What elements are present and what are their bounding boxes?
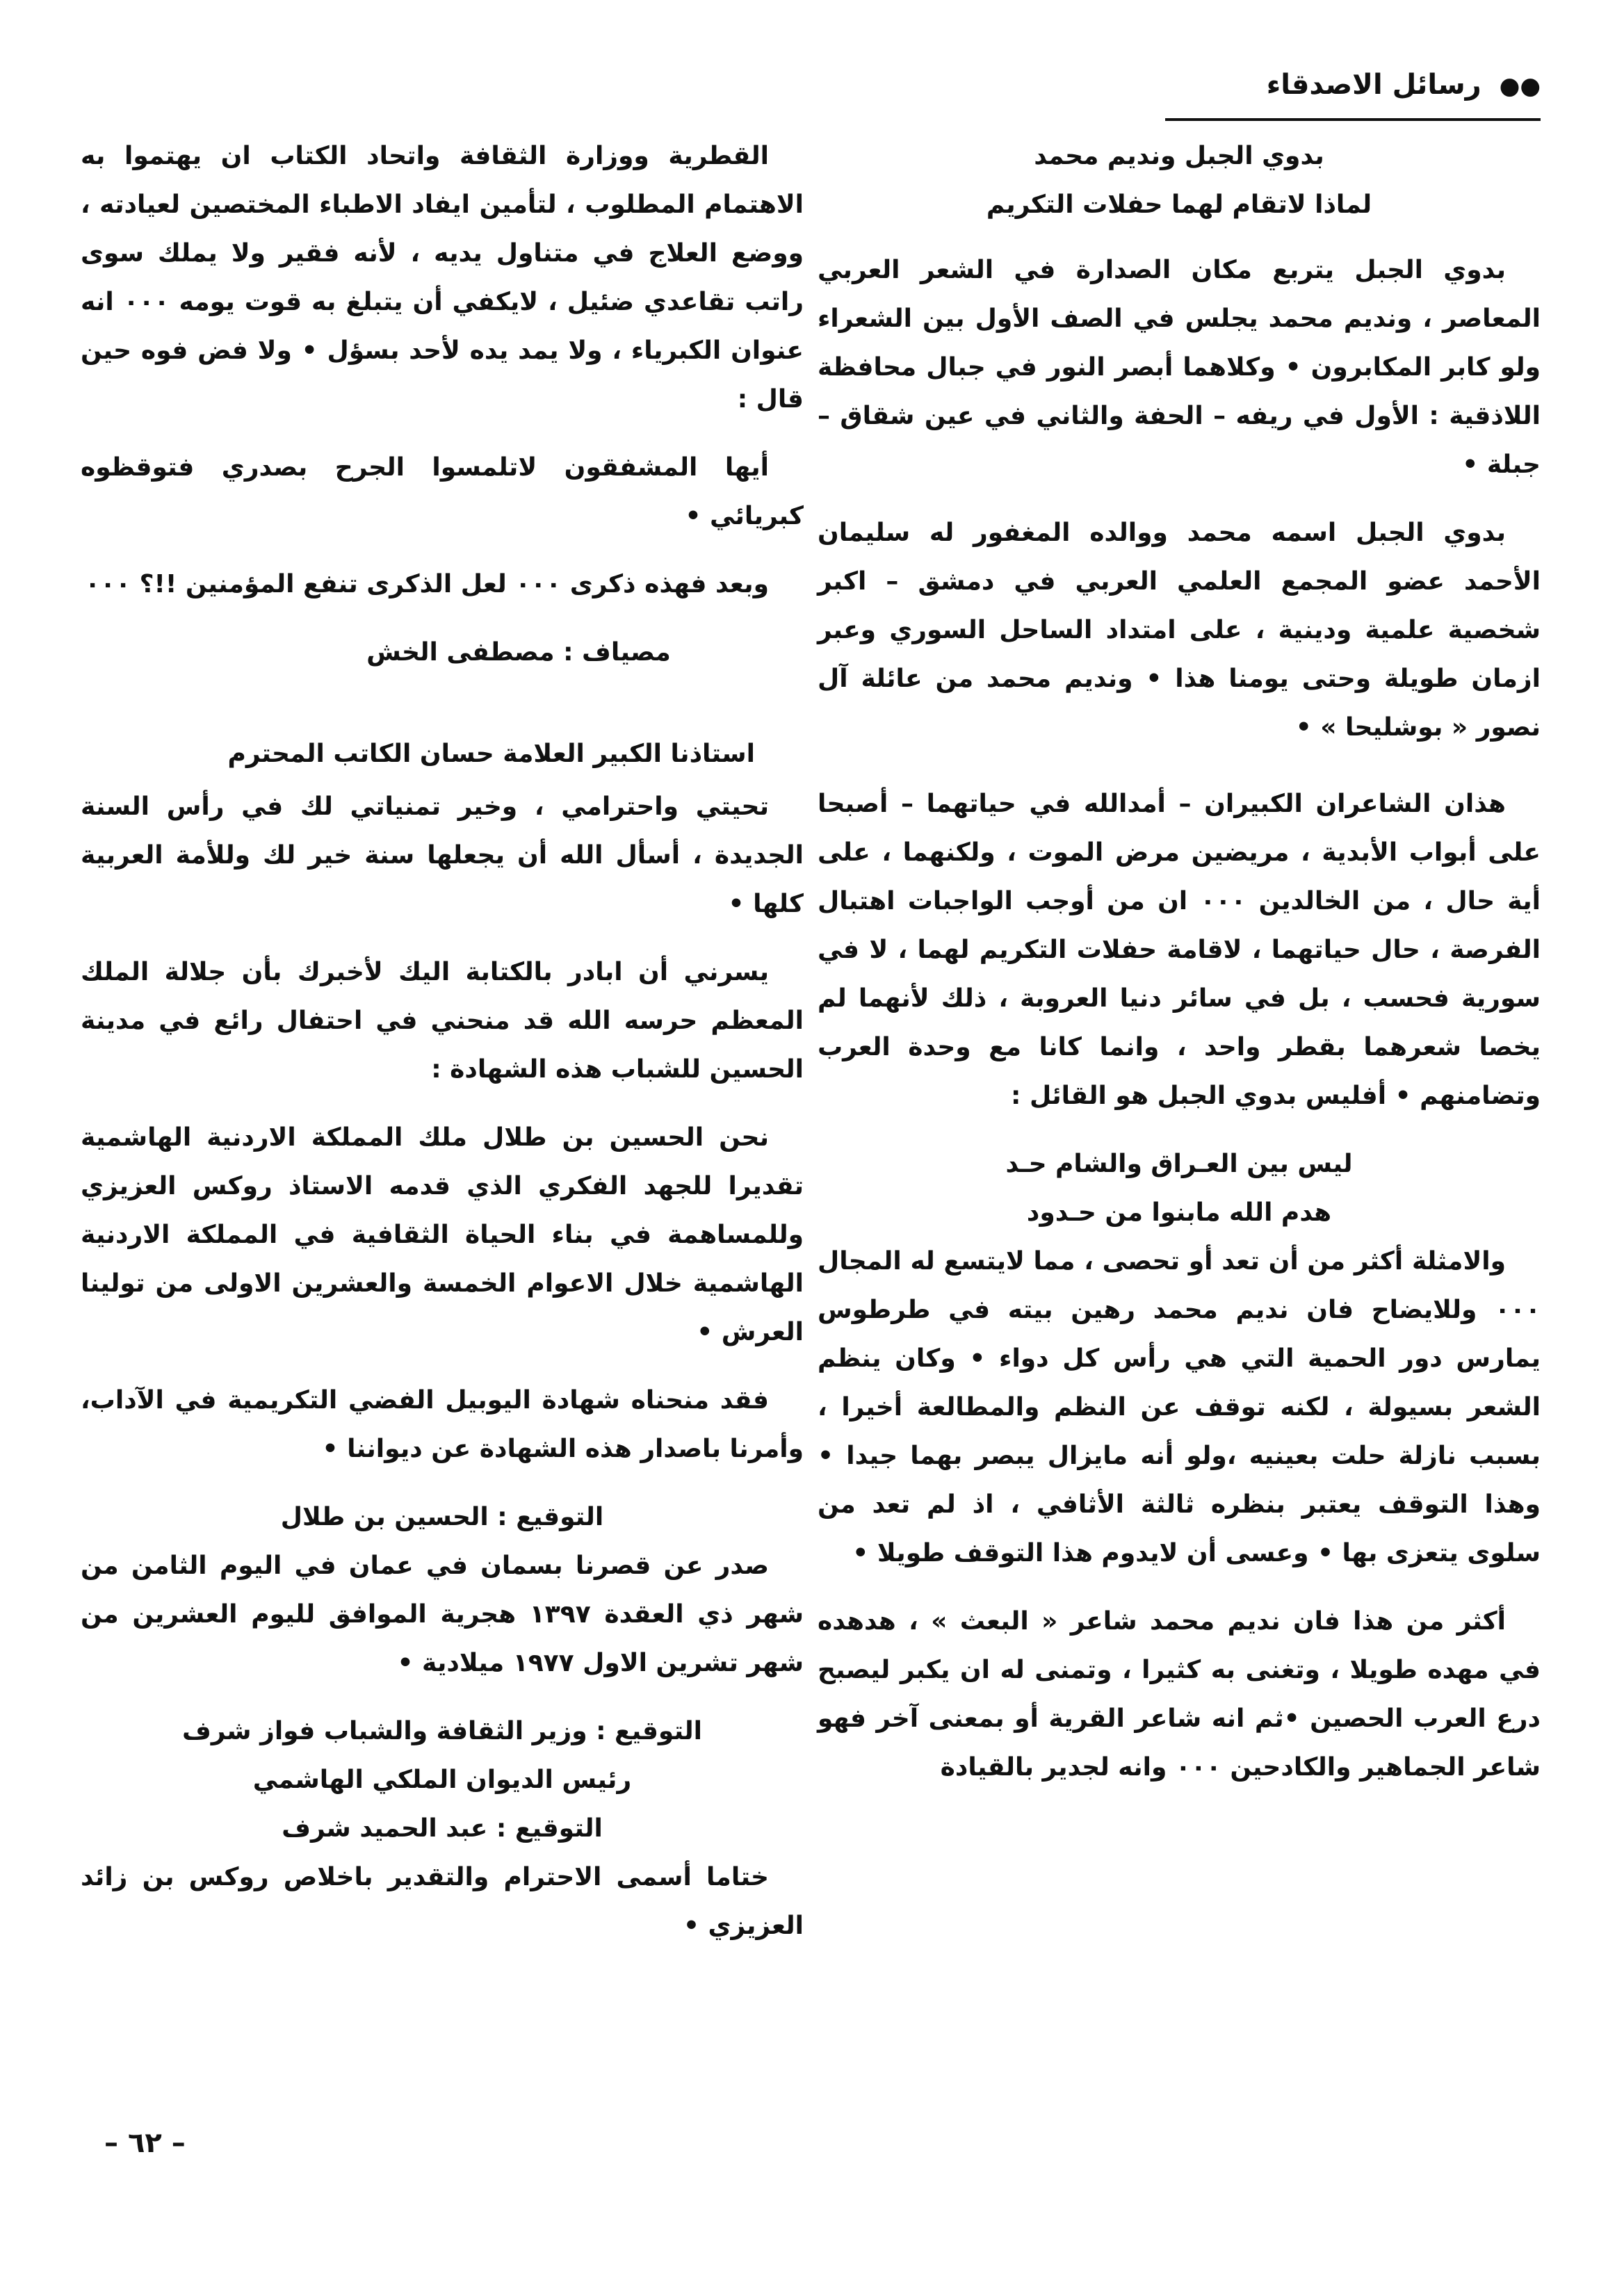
article-title-line1: بدوي الجبل وندیم محمد	[1034, 142, 1324, 170]
article-paragraph: أكثر من هذا فان نديم محمد شاعر « البعث » ، هدهده في مهده طويلا ، وتغنى به كثيرا ، وتمنى له ان يكبر ليصبح درع العرب الحصين •ثم انه شاعر القرية أو بمعنى آخر فهو شاعر الجماهير والكادحين ٠٠٠ وانه لجدير بالقيادة	[818, 1607, 1541, 1782]
article-paragraph: تحيتي واحترامي ، وخير تمنياتي لك في رأس السنة الجديدة ، أسأل الله أن يجعلها سنة خير لك وللأمة العربية كلها •	[81, 792, 804, 918]
certificate-signature: التوقيع : الحسين بن طلال	[280, 1503, 604, 1531]
right-column	[818, 132, 1541, 1811]
header-rule	[1165, 118, 1541, 121]
section-header	[1249, 64, 1541, 107]
letter-signature: مصياف : مصطفى الخش	[366, 638, 671, 667]
royal-court-signature: التوقيع : عبد الحميد شرف	[282, 1814, 603, 1843]
certificate-text: صدر عن قصرنا بسمان في عمان في اليوم الثامن من شهر ذي العقدة ١٣٩٧ هجرية الموافق لليوم العشرين من شهر تشرين الاول ١٩٧٧ ميلادية •	[81, 1552, 804, 1677]
certificate-text: نحن الحسين بن طلال ملك المملكة الاردنية الهاشمية تقديرا للجهد الفكري الذي قدمه الاستاذ روكس العزيزي وللمساهمة في بناء الحياة الثقافية في المملكة الاردنية الهاشمية خلال الاعوام الخمسة والعشرين الاولى من تولينا العرش •	[81, 1123, 804, 1346]
article-paragraph: والامثلة أكثر من أن تعد أو تحصى ، مما لايتسع له المجال ٠٠٠ وللايضاح فان نديم محمد رهين بيته في طرطوس يمارس دور الحمية التي هي رأس كل دواء • وكان ينظم الشعر بسيولة ، لكنه توقف عن النظم والمطالعة أخيرا ، بسبب نازلة حلت بعينيه ،ولو أنه مايزال يبصر بهما جيدا • وهذا التوقف يعتبر بنظره ثالثة الأثافي ، اذ لم تعد من سلوى يتعزى بها • وعسى أن لايدوم هذا التوقف طويلا •	[818, 1247, 1541, 1568]
royal-court-title: رئيس الديوان الملكي الهاشمي	[252, 1766, 632, 1794]
article-paragraph: بدوي الجبل اسمه محمد ووالده المغفور له سليمان الأحمد عضو المجمع العلمي العربي في دمشق – اكبر شخصية علمية ودينية ، على امتداد الساحل السوري وعبر ازمان طويلة وحتى يومنا هذا • ونديم محمد من عائلة آل نصور « بوشليحا » •	[818, 519, 1541, 742]
header-bullets: ●●	[1499, 72, 1541, 100]
left-column	[81, 132, 804, 1970]
letter-closing: ختاما أسمى الاحترام والتقدير باخلاص روكس بن زائد العزيزي •	[81, 1863, 804, 1940]
poem-verse: ليس بين العـراق والشام حـد	[1005, 1150, 1353, 1178]
page-number: – ٦٢ –	[104, 2127, 186, 2159]
article-paragraph: هذان الشاعران الكبيران – أمدالله في حياتهما – أصبحا على أبواب الأبدية ، مريضين مرض الموت ، ولكنهما ، على أية حال ، من الخالدين ٠٠٠ ان من أوجب الواجبات اهتبال الفرصة ، حال حياتهما ، لاقامة حفلات التكريم لهما ، لا في سورية فحسب ، بل في سائر دنيا العروبة ، ذلك لأنهما لم يخصا شعرهما بقطر واحد ، وانما كانا مع وحدة العرب وتضامنهم • أفليس بدوي الجبل هو القائل :	[818, 790, 1541, 1110]
minister-signature: التوقيع : وزير الثقافة والشباب فواز شرف	[181, 1717, 703, 1745]
section-title: رسائل الاصدقاء	[1266, 69, 1481, 101]
article-paragraph: بدوي الجبل يتربع مكان الصدارة في الشعر العربي المعاصر ، ونديم محمد يجلس في الصف الأول بين الشعراء ولو كابر المكابرون • وكلاهما أبصر النور في جبال محافظة اللاذقية : الأول في ريفه – الحفة والثاني في عين شقاق – جبلة •	[818, 256, 1541, 479]
poem-verse: وبعد فهذه ذكرى ٠٠٠ لعل الذكرى تنفع المؤمنين !!؟ ٠٠٠	[85, 570, 769, 598]
article-paragraph: القطرية ووزارة الثقافة واتحاد الكتاب ان يهتموا به الاهتمام المطلوب ، لتأمين ايفاد الاطباء المختصين لعيادته ، ووضع العلاج في متناول يديه ، لأنه فقير ولا يملك سوى راتب تقاعدي ضئيل ، لايكفي أن يتبلغ به قوت يومه ٠٠٠ انه عنوان الكبرياء ، ولا يمد يده لأحد بسؤل • ولا فض فوه حين قال :	[81, 142, 804, 414]
letter-salutation: استاذنا الكبير العلامة حسان الكاتب المحترم	[227, 740, 755, 768]
article-title-line2: لماذا لاتقام لهما حفلات التكريم	[986, 190, 1372, 219]
certificate-text: فقد منحناه شهادة اليوبيل الفضي التكريمية في الآداب، وأمرنا باصدار هذه الشهادة عن ديواننا •	[81, 1386, 804, 1463]
article-paragraph: يسرني أن ابادر بالكتابة اليك لأخبرك بأن جلالة الملك المعظم حرسه الله قد منحني في احتفال رائع في مدينة الحسين للشباب هذه الشهادة :	[81, 958, 804, 1084]
poem-verse: أيها المشفقون لاتلمسوا الجرح بصدري فتوقظوه كبريائي •	[81, 453, 804, 530]
poem-verse: هدم الله مابنوا من حـدود	[1026, 1198, 1332, 1227]
spacer	[81, 702, 804, 730]
